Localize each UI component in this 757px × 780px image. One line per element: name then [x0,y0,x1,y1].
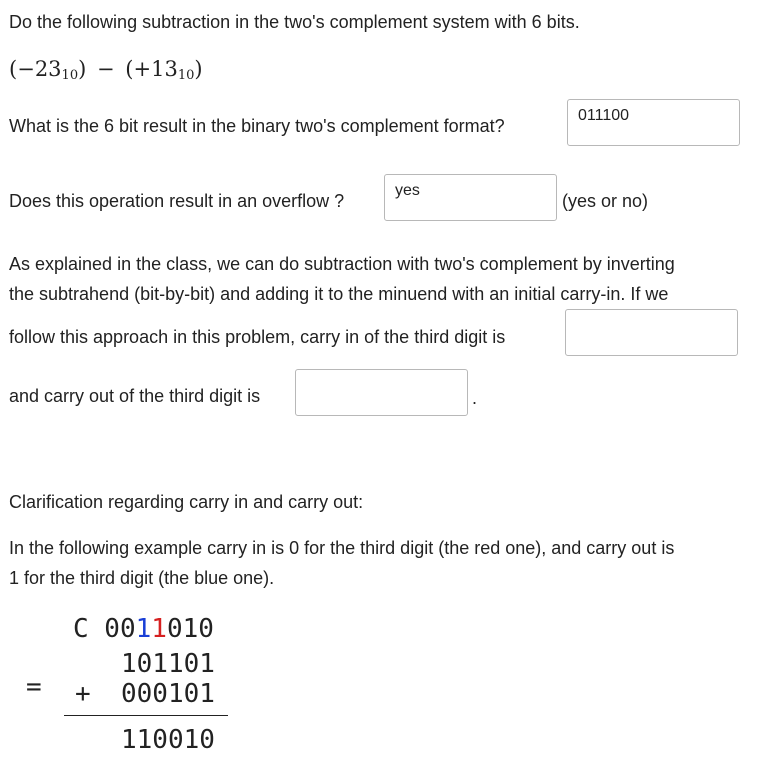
carry-out-label: and carry out of the third digit is [9,386,261,406]
example-sum-divider [64,715,228,716]
clarification-title: Clarification regarding carry in and carry out: [9,492,364,512]
subtraction-expression [9,57,203,83]
example-result: 110010 [121,725,215,755]
carry-out-period: . [472,388,478,408]
explanation-line-1: As explained in the class, we can do subtraction with two's complement by inverting [9,254,675,274]
expression-operand2-value: 13 [151,57,178,81]
example-equals-sign: = [26,672,42,702]
expression-open-paren-2: ( [125,57,134,81]
expression-open-paren-1: ( [9,57,18,81]
question-intro: Do the following subtraction in the two's complement system with 6 bits. [9,12,580,32]
expression-close-paren-2: ) [194,57,203,81]
binary-result-input[interactable] [567,99,740,146]
expression-operand1-sign: − [17,57,35,81]
expression-operand2-sign: + [133,57,152,81]
example-plus-sign: + [75,679,91,709]
example-carry-row [73,614,214,644]
explanation-line-2: the subtrahend (bit-by-bit) and adding it to the minuend with an initial carry-in. If we [9,284,669,304]
expression-operand2-base: 10 [177,68,195,83]
overflow-question-label: Does this operation result in an overflow ? [9,191,345,211]
expression-operand1-base: 10 [61,68,79,83]
carry-in-digit: 1 [151,614,167,644]
overflow-hint: (yes or no) [562,191,649,211]
carry-in-input[interactable] [565,309,738,356]
expression-close-paren-1: ) [78,57,87,81]
carry-prefix: C 00 [73,614,136,644]
example-description-line-2: 1 for the third digit (the blue one). [9,568,275,588]
overflow-input[interactable] [384,174,557,221]
expression-operator: − [96,57,115,81]
example-operand-2: 000101 [121,679,215,709]
example-operand-1: 101101 [121,649,215,679]
carry-suffix: 010 [166,614,214,644]
explanation-line-3: follow this approach in this problem, carry in of the third digit is [9,327,506,347]
carry-out-input[interactable] [295,369,468,416]
result-question-label: What is the 6 bit result in the binary two's complement format? [9,116,505,136]
carry-out-digit: 1 [135,614,152,644]
expression-operand1-value: 23 [34,57,62,81]
example-description-line-1: In the following example carry in is 0 for the third digit (the red one), and carry out is [9,538,675,558]
